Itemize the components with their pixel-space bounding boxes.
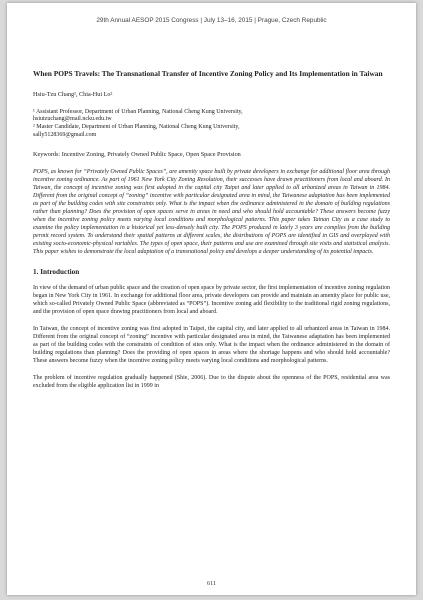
document-page bbox=[7, 3, 416, 595]
paper-authors: Hsiu-Tzu Chang¹, Chia-Hui Lo² bbox=[33, 90, 113, 98]
body-paragraph: The problem of incentive regulation gradually happened (Shie, 2006). Due to the dispute about the openness of the POPS, residential area was excluded from the eligible application list in 1999 in bbox=[33, 375, 390, 390]
body-paragraph: In view of the demand of urban public space and the creation of open space by private sector, the first implementation of incentive zoning regulation began in New York City in 1961. In exchange for additional floor area, private developers can provide and maintain an amenity place for public use, which so-called Privately Owned Public Space (abbreviated as “POPS”). Incentive zoning add flexibility to the traditional rigid zoning regulations, and the provision of open space drawing practitioners from local and aboard. bbox=[33, 285, 390, 316]
paper-body bbox=[33, 69, 390, 400]
affiliations bbox=[33, 109, 390, 140]
page-number: 611 bbox=[206, 580, 217, 587]
body-paragraph: In Taiwan, the concept of incentive zoning was first adopted in Taipei, the capital city, and later applied to all urbanized areas in Taiwan in 1984. Different from the original concept of “zoning” incentive with particular designated area in mind, the Taiwanese adaptation has been implemented as part of the building codes with the constraints of condition of sites only. What is the impact when the ordinance administered in the domain of building regulations than planning? Does the providing of open spaces in areas where the shortage happens and who should hold accountable? These answers become fuzzy when the incentive zoning policy meets varying local conditions and morphological patterns. bbox=[33, 326, 390, 365]
affiliation-line: ¹ Assistant Professor, Department of Urban Planning, National Cheng Kung University, bbox=[33, 108, 243, 115]
keywords: Keywords: Incentive Zoning, Privately Owned Public Space, Open Space Provision bbox=[33, 150, 241, 158]
affiliation-line: ² Master Candidate, Department of Urban Planning, National Cheng Kung University, bbox=[33, 124, 240, 131]
affiliation-email[interactable]: sally5128369@gmail.com bbox=[33, 132, 97, 139]
affiliation-email[interactable]: hsiutzuchang@mail.ncku.edu.tw bbox=[33, 116, 112, 123]
section-heading: 1. Introduction bbox=[33, 268, 80, 277]
conference-header: 29th Annual AESOP 2015 Congress | July 13–16, 2015 | Prague, Czech Republic bbox=[96, 17, 327, 24]
paper-title: When POPS Travels: The Transnational Transfer of Incentive Zoning Policy and Its Implementation in Taiwan bbox=[33, 69, 383, 78]
abstract: POPS, as known for “Privately Owned Public Spaces”, are amenity space built by private developers in exchange for additional floor area through incentive zoning ordinance. As part of 1961 New York City Zoning Resolution, their successes have drawn practitioners from local and aboard. In Taiwan, the concept of incentive zoning was first adopted in the capital city Taipei and later applied to all urbanized areas in Taiwan in 1984. Different from the original concept of “zoning” incentive with particular designated area in mind, the Taiwanese adaptation has been implemented as part of the building codes with site constraints only. What is the impact when the ordinance administered in the domain of building regulations rather than planning? Does the provision of open spaces serve in areas in need and who should hold accountable? These answers become fuzzy when the incentive zoning policy meets varying local conditions and morphological patterns. This paper takes Tainan City as a case study to examine the policy implementation in a historical yet less-densely built city. The POPS produced in lately 3 years are complies from the building permit record system. To understand their spatial patterns at different scales, the distributions of POPS are identified in GIS and overplayed with existing socio-economic-physical variables. The types of open space, their patterns and use are examined through site visits and statistical analysis. This paper wishes to demonstrate the local adaptation of a transnational policy and develops a deeper understanding of its potential impacts. bbox=[33, 168, 390, 255]
